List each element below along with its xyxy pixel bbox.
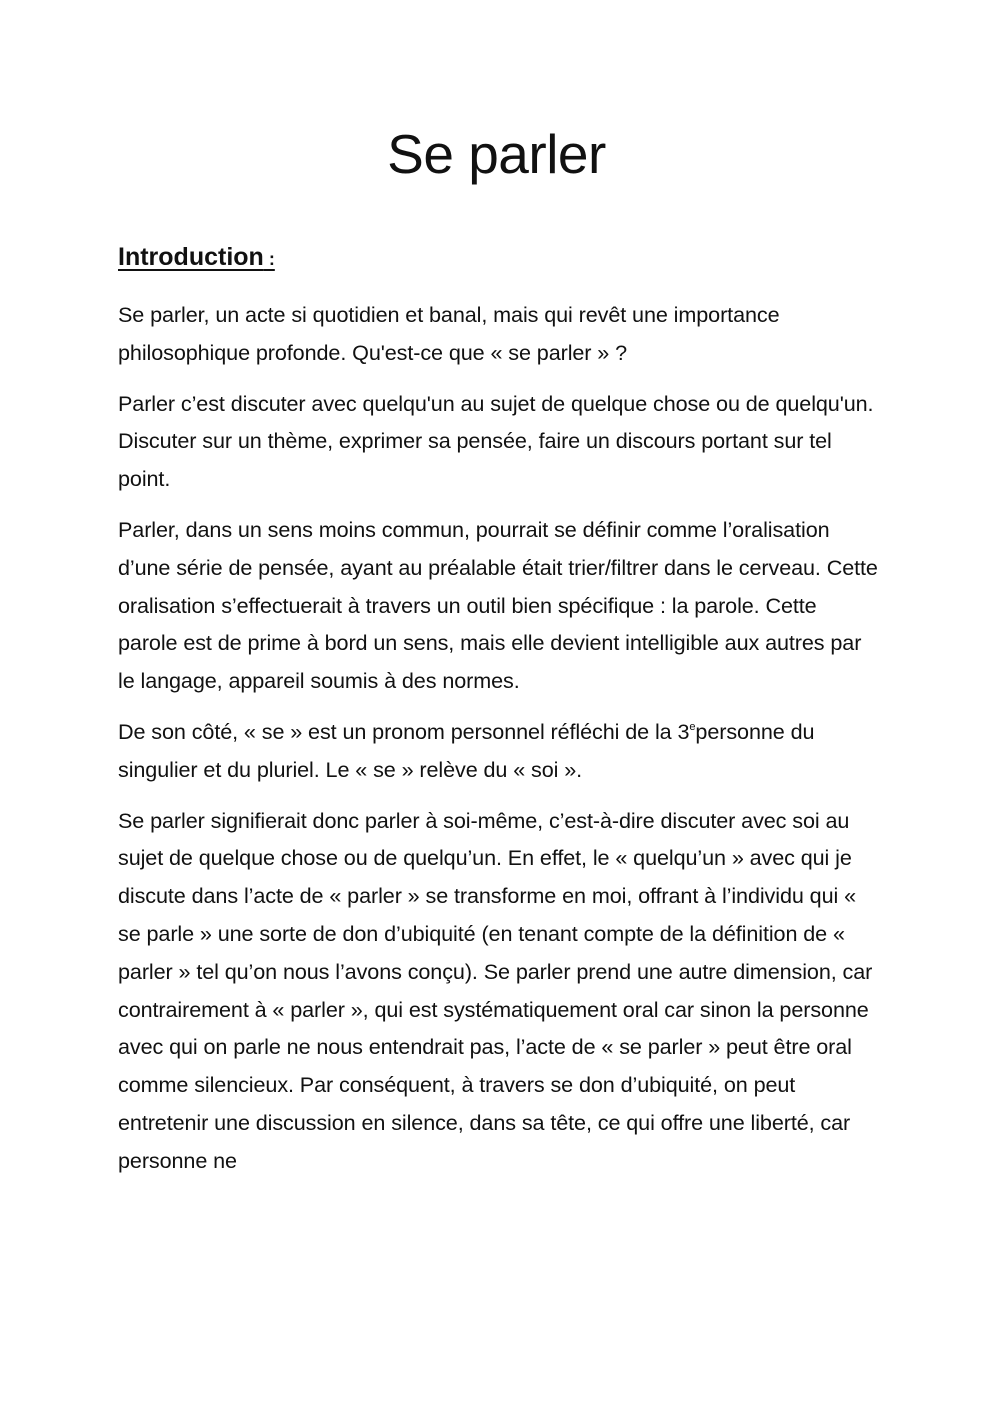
paragraph-4-part-2: personne du singulier et du pluriel. Le « se » relève du « soi ». [118,718,815,782]
section-heading [118,238,878,278]
paragraph-4 [118,713,878,789]
ordinal-superscript: e [689,720,696,733]
section-heading-colon: : [263,249,275,269]
document-title: Se parler [387,123,606,185]
paragraph-3: Parler, dans un sens moins commun, pourrait se définir comme l’oralisation d’une série de pensée, ayant au préalable était trier/filtrer dans le cerveau. Cette oralisation s’effectuerait à travers un outil bien spécifique : la parole. Cette parole est de prime à bord un sens, mais elle devient intelligible aux autres par le langage, appareil soumis à des normes. [118,516,878,694]
paragraph-2: Parler c’est discuter avec quelqu'un au sujet de quelque chose ou de quelqu'un. Discuter sur un thème, exprimer sa pensée, faire un discours portant sur tel point. [118,390,874,492]
paragraph-5: Se parler signifierait donc parler à soi-même, c’est-à-dire discuter avec soi au sujet de quelque chose ou de quelqu’un. En effet, le « quelqu’un » avec qui je discute dans l’acte de « parler » se transforme en moi, offrant à l’individu qui « se parle » une sorte de don d’ubiquité (en tenant compte de la définition de « parler » tel qu’on nous l’avons conçu). Se parler prend une autre dimension, car contrairement à « parler », qui est systématiquement oral car sinon la personne avec qui on parle ne nous entendrait pas, l’acte de « se parler » peut être oral comme silencieux. Par conséquent, à travers se don d’ubiquité, on peut entretenir une discussion en silence, dans sa tête, ce qui offre une liberté, car personne ne [118,807,873,1173]
paragraph-4-part-1: De son côté, « se » est un pronom personnel réfléchi de la 3 [118,718,690,744]
section-heading-label: Introduction [118,243,264,271]
document-body [118,238,878,1193]
paragraph-1: Se parler, un acte si quotidien et banal, mais qui revêt une importance philosophique profonde. Qu'est-ce que « se parler » ? [118,302,780,365]
